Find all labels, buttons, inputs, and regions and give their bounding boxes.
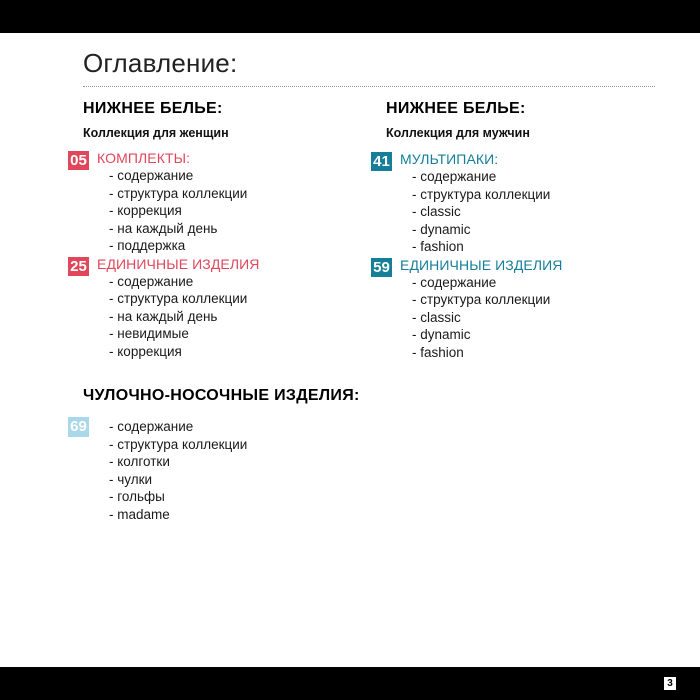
list-item: - содержание [109, 167, 373, 185]
list-item: - содержание [412, 168, 676, 186]
list-item: - коррекция [109, 202, 373, 220]
section-items [83, 167, 373, 255]
toc-section-multipaki[interactable] [373, 150, 676, 256]
list-item: - на каждый день [109, 308, 373, 326]
list-item: - на каждый день [109, 220, 373, 238]
toc-section-edinichnye-men[interactable] [373, 256, 676, 362]
men-subheading: Коллекция для мужчин [386, 126, 530, 140]
men-column [373, 99, 676, 361]
page-number-badge: 25 [68, 257, 89, 276]
women-heading: НИЖНЕЕ БЕЛЬЕ: [83, 100, 223, 117]
list-item: - поддержка [109, 237, 373, 255]
page-number-badge: 69 [68, 417, 89, 437]
list-item: - структура коллекции [109, 290, 373, 308]
page-number-badge: 59 [371, 258, 392, 277]
section-title: ЕДИНИЧНЫЕ ИЗДЕЛИЯ [400, 256, 563, 273]
men-heading: НИЖНЕЕ БЕЛЬЕ: [386, 100, 526, 117]
women-column [70, 99, 373, 360]
list-item: - fashion [412, 344, 676, 362]
page-number-badge: 05 [68, 151, 89, 170]
toc-section-komplekty[interactable] [70, 149, 373, 255]
top-bar [0, 0, 700, 33]
list-item: - коррекция [109, 343, 373, 361]
list-item: - структура коллекции [412, 291, 676, 309]
toc-section-edinichnye-women[interactable] [70, 255, 373, 361]
list-item: - fashion [412, 238, 676, 256]
page-number: 3 [664, 677, 676, 690]
section-items [386, 274, 676, 362]
toc-section-hosiery[interactable] [70, 411, 483, 523]
list-item: - classic [412, 203, 676, 221]
page-number-badge: 41 [371, 152, 392, 171]
section-title: ЕДИНИЧНЫЕ ИЗДЕЛИЯ [97, 255, 260, 272]
title-divider [83, 86, 655, 87]
list-item: - classic [412, 309, 676, 327]
section-title: КОМПЛЕКТЫ: [97, 150, 191, 166]
section-title: МУЛЬТИПАКИ: [400, 151, 499, 167]
list-item: - содержание [412, 274, 676, 292]
list-item: - madame [109, 506, 483, 524]
list-item: - dynamic [412, 221, 676, 239]
list-item: - структура коллекции [109, 185, 373, 203]
list-item: - dynamic [412, 326, 676, 344]
list-item: - содержание [109, 418, 483, 436]
hosiery-block [70, 386, 483, 523]
section-items [386, 168, 676, 256]
list-item: - содержание [109, 273, 373, 291]
list-item: - структура коллекции [412, 186, 676, 204]
hosiery-heading: ЧУЛОЧНО-НОСОЧНЫЕ ИЗДЕЛИЯ: [83, 387, 360, 404]
list-item: - гольфы [109, 488, 483, 506]
list-item: - невидимые [109, 325, 373, 343]
list-item: - чулки [109, 471, 483, 489]
section-items [83, 411, 483, 523]
list-item: - колготки [109, 453, 483, 471]
page-title: Оглавление: [83, 48, 238, 78]
list-item: - структура коллекции [109, 436, 483, 454]
bottom-bar [0, 667, 700, 700]
women-subheading: Коллекция для женщин [83, 126, 229, 140]
section-items [83, 273, 373, 361]
